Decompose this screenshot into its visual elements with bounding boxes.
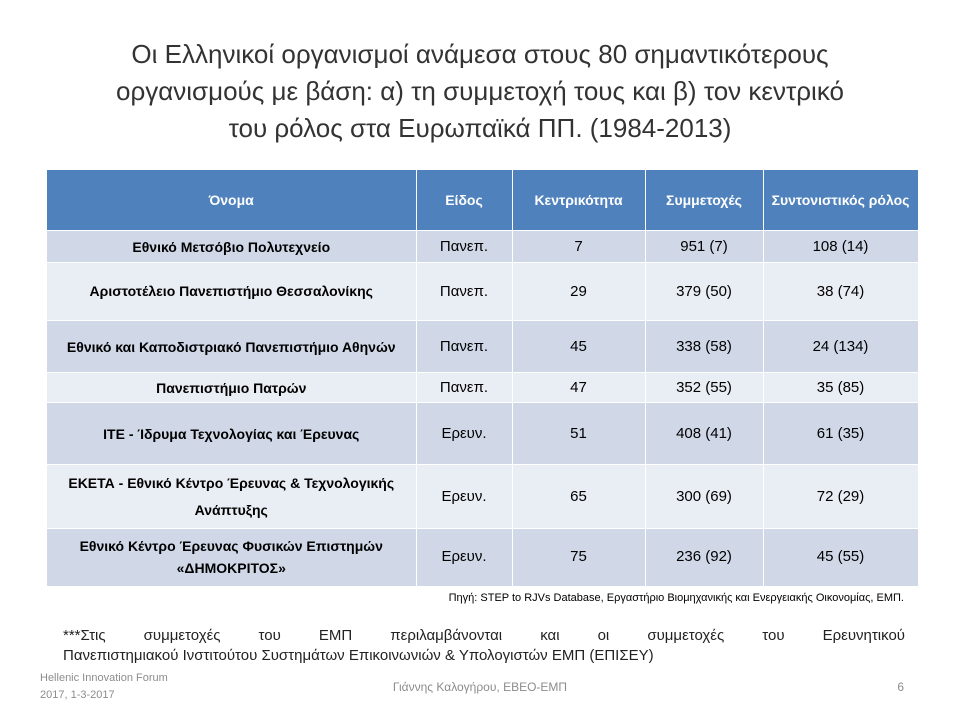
footer-author: Γιάννης Καλογήρου, ΕΒΕΟ-ΕΜΠ	[392, 680, 568, 694]
cell-coordination: 45 (55)	[763, 529, 918, 586]
cell-coordination: 24 (134)	[763, 321, 918, 373]
cell-centrality: 47	[512, 373, 645, 403]
cell-name: Αριστοτέλειο Πανεπιστήμιο Θεσσαλονίκης	[47, 263, 416, 321]
footnote-line-1: ***Στις συμμετοχές του ΕΜΠ περιλαμβάνονται και οι συμμετοχές του Ερευνητικού	[63, 627, 905, 644]
table-row	[47, 263, 918, 321]
source-note: Πηγή: STEP to RJVs Database, Εργαστήριο Βιομηχανικής και Ενεργειακής Οικονομίας, ΕΜΠ.	[448, 592, 904, 604]
header-participations: Συμμετοχές	[645, 170, 763, 231]
slide-title	[40, 36, 920, 147]
cell-coordination: 72 (29)	[763, 465, 918, 529]
cell-centrality: 45	[512, 321, 645, 373]
cell-type: Ερευν.	[416, 529, 512, 586]
cell-name: ΙΤΕ - Ίδρυμα Τεχνολογίας και Έρευνας	[47, 403, 416, 465]
cell-type: Πανεπ.	[416, 373, 512, 403]
cell-name: Εθνικό Κέντρο Έρευνας Φυσικών Επιστημών «ΔΗΜΟΚΡΙΤΟΣ»	[47, 529, 416, 586]
cell-name: Πανεπιστήμιο Πατρών	[47, 373, 416, 403]
header-name: Όνομα	[47, 170, 416, 231]
header-type: Είδος	[416, 170, 512, 231]
footer-event-line-2: 2017, 1-3-2017	[40, 689, 115, 701]
cell-name: Εθνικό Μετσόβιο Πολυτεχνείο	[47, 231, 416, 263]
cell-coordination: 38 (74)	[763, 263, 918, 321]
cell-participations: 408 (41)	[645, 403, 763, 465]
cell-name: ΕΚΕΤΑ - Εθνικό Κέντρο Έρευνας & Τεχνολογικής Ανάπτυξης	[47, 465, 416, 529]
title-line-1: Οι Ελληνικοί οργανισμοί ανάμεσα στους 80 σημαντικότερους	[131, 39, 829, 69]
cell-coordination: 108 (14)	[763, 231, 918, 263]
organizations-table	[47, 170, 919, 586]
cell-participations: 236 (92)	[645, 529, 763, 586]
cell-coordination: 61 (35)	[763, 403, 918, 465]
cell-type: Πανεπ.	[416, 321, 512, 373]
title-line-2: οργανισμούς με βάση: α) τη συμμετοχή τους και β) τον κεντρικό	[116, 76, 844, 106]
cell-name: Εθνικό και Καποδιστριακό Πανεπιστήμιο Αθηνών	[47, 321, 416, 373]
cell-participations: 338 (58)	[645, 321, 763, 373]
cell-centrality: 29	[512, 263, 645, 321]
title-line-3: του ρόλος στα Ευρωπαϊκά ΠΠ. (1984-2013)	[228, 113, 732, 143]
table-row	[47, 321, 918, 373]
table-header-row	[47, 170, 918, 231]
cell-centrality: 7	[512, 231, 645, 263]
cell-type: Πανεπ.	[416, 231, 512, 263]
header-coordination: Συντονιστικός ρόλος	[763, 170, 918, 231]
cell-centrality: 75	[512, 529, 645, 586]
cell-participations: 379 (50)	[645, 263, 763, 321]
cell-centrality: 65	[512, 465, 645, 529]
table-row	[47, 403, 918, 465]
cell-participations: 300 (69)	[645, 465, 763, 529]
cell-type: Ερευν.	[416, 465, 512, 529]
cell-type: Ερευν.	[416, 403, 512, 465]
table-row	[47, 529, 918, 586]
table-row	[47, 231, 918, 263]
cell-coordination: 35 (85)	[763, 373, 918, 403]
cell-type: Πανεπ.	[416, 263, 512, 321]
cell-participations: 352 (55)	[645, 373, 763, 403]
table-row	[47, 465, 918, 529]
table-row	[47, 373, 918, 403]
footer-event-line-1: Hellenic Innovation Forum	[40, 672, 168, 684]
page-number: 6	[897, 680, 904, 694]
cell-centrality: 51	[512, 403, 645, 465]
footnote	[63, 626, 905, 666]
cell-participations: 951 (7)	[645, 231, 763, 263]
header-centrality: Κεντρικότητα	[512, 170, 645, 231]
footnote-line-2: Πανεπιστημιακού Ινστιτούτου Συστημάτων Επικοινωνιών & Υπολογιστών ΕΜΠ (ΕΠΙΣΕΥ)	[63, 647, 654, 664]
